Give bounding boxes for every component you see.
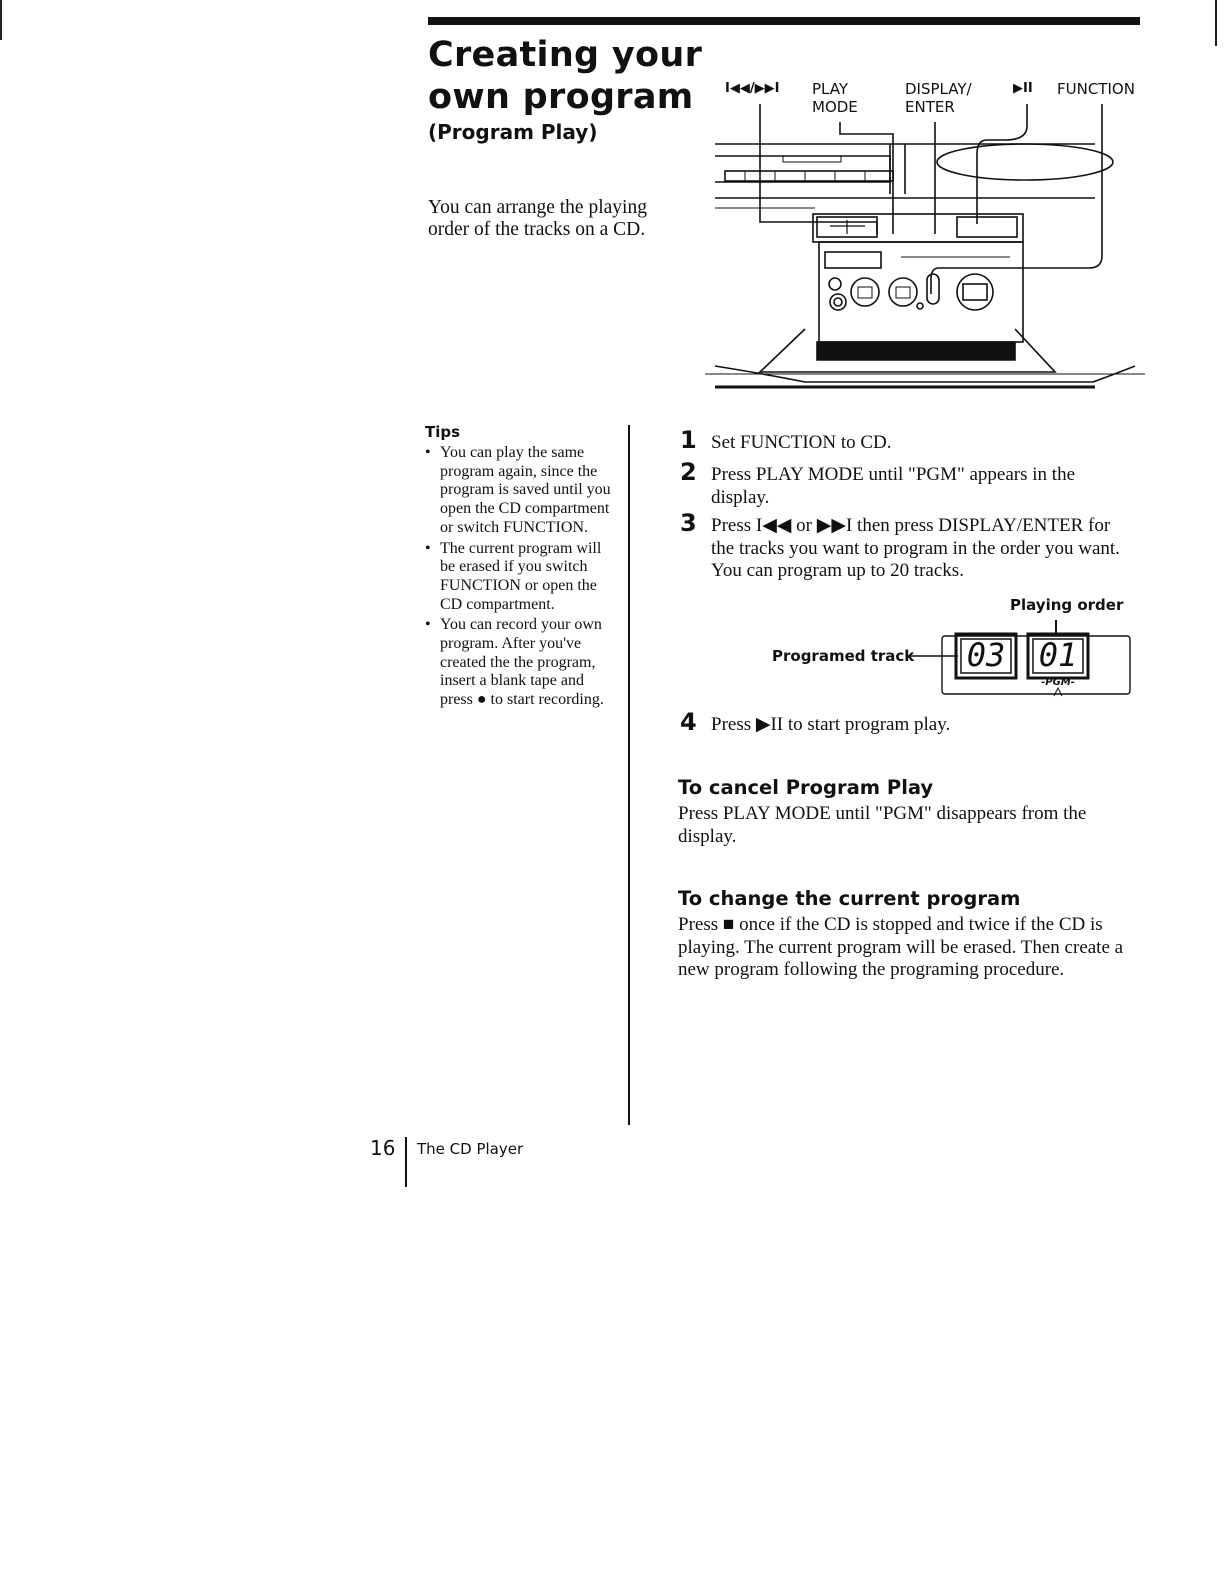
display-enter-label-line2: ENTER xyxy=(905,98,955,116)
cancel-heading: To cancel Program Play xyxy=(678,776,934,799)
step-number: 1 xyxy=(680,426,697,454)
pgm-indicator: -PGM- xyxy=(1041,677,1075,688)
scan-edge-mark xyxy=(1215,0,1217,46)
step-number: 4 xyxy=(680,708,697,736)
footer-rule xyxy=(405,1137,407,1187)
device-illustration xyxy=(705,74,1145,404)
change-body: Press ■ once if the CD is stopped and twice if the CD is playing. The current program will be erased. Then create a new program following the programing procedure. xyxy=(678,914,1124,980)
step-4 xyxy=(680,708,1130,737)
prev-next-label: I◀◀/▶▶I xyxy=(725,81,780,96)
order-number-digits: 01 xyxy=(1038,636,1078,674)
intro-paragraph: You can arrange the playing order of the tracks on a CD. xyxy=(428,197,647,240)
programed-track-label: Programed track xyxy=(772,647,915,665)
page-number: 16 xyxy=(370,1136,396,1160)
play-pause-label: ▶II xyxy=(1013,81,1033,96)
step-text: Press I◀◀ or ▶▶I then press DISPLAY/ENTER for the tracks you want to program in the order you want. You can program up to 20 tracks. xyxy=(711,515,1120,581)
cd-player-drawing xyxy=(705,74,1145,404)
play-mode-label-line1: PLAY xyxy=(812,80,849,98)
step-3 xyxy=(680,509,1130,583)
track-number-digits: 03 xyxy=(966,636,1006,674)
page-subtitle: (Program Play) xyxy=(428,120,598,144)
column-divider xyxy=(628,425,630,1125)
tips-heading: Tips xyxy=(425,423,461,441)
step-1 xyxy=(680,426,1130,455)
tip-item: • You can record your own program. After you've created the the program, insert a blank tape and press ● to start recording. xyxy=(425,616,620,710)
play-mode-label-line2: MODE xyxy=(812,98,858,116)
step-2 xyxy=(680,458,1130,509)
display-diagram xyxy=(760,596,1140,706)
tip-item: • The current program will be erased if you switch FUNCTION or open the CD compartment. xyxy=(425,540,620,615)
step-text: Press PLAY MODE until "PGM" appears in the display. xyxy=(711,464,1076,508)
function-label: FUNCTION xyxy=(1057,80,1135,98)
display-enter-label-line1: DISPLAY/ xyxy=(905,80,972,98)
tip-item: • You can play the same program again, since the program is saved until you open the CD compartment or switch FUNCTION. xyxy=(425,444,620,538)
section-name: The CD Player xyxy=(417,1140,524,1158)
top-rule xyxy=(428,17,1140,25)
step-text: Press ▶II to start program play. xyxy=(711,714,951,735)
tips-list xyxy=(425,444,620,712)
step-number: 2 xyxy=(680,458,697,486)
playing-order-label: Playing order xyxy=(1010,596,1124,614)
step-number: 3 xyxy=(680,509,697,537)
change-heading: To change the current program xyxy=(678,887,1021,910)
scan-edge-mark xyxy=(0,0,2,40)
step-text: Set FUNCTION to CD. xyxy=(711,432,892,453)
page-title: Creating your own program xyxy=(428,35,703,117)
cancel-body: Press PLAY MODE until "PGM" disappears from the display. xyxy=(678,803,1087,847)
